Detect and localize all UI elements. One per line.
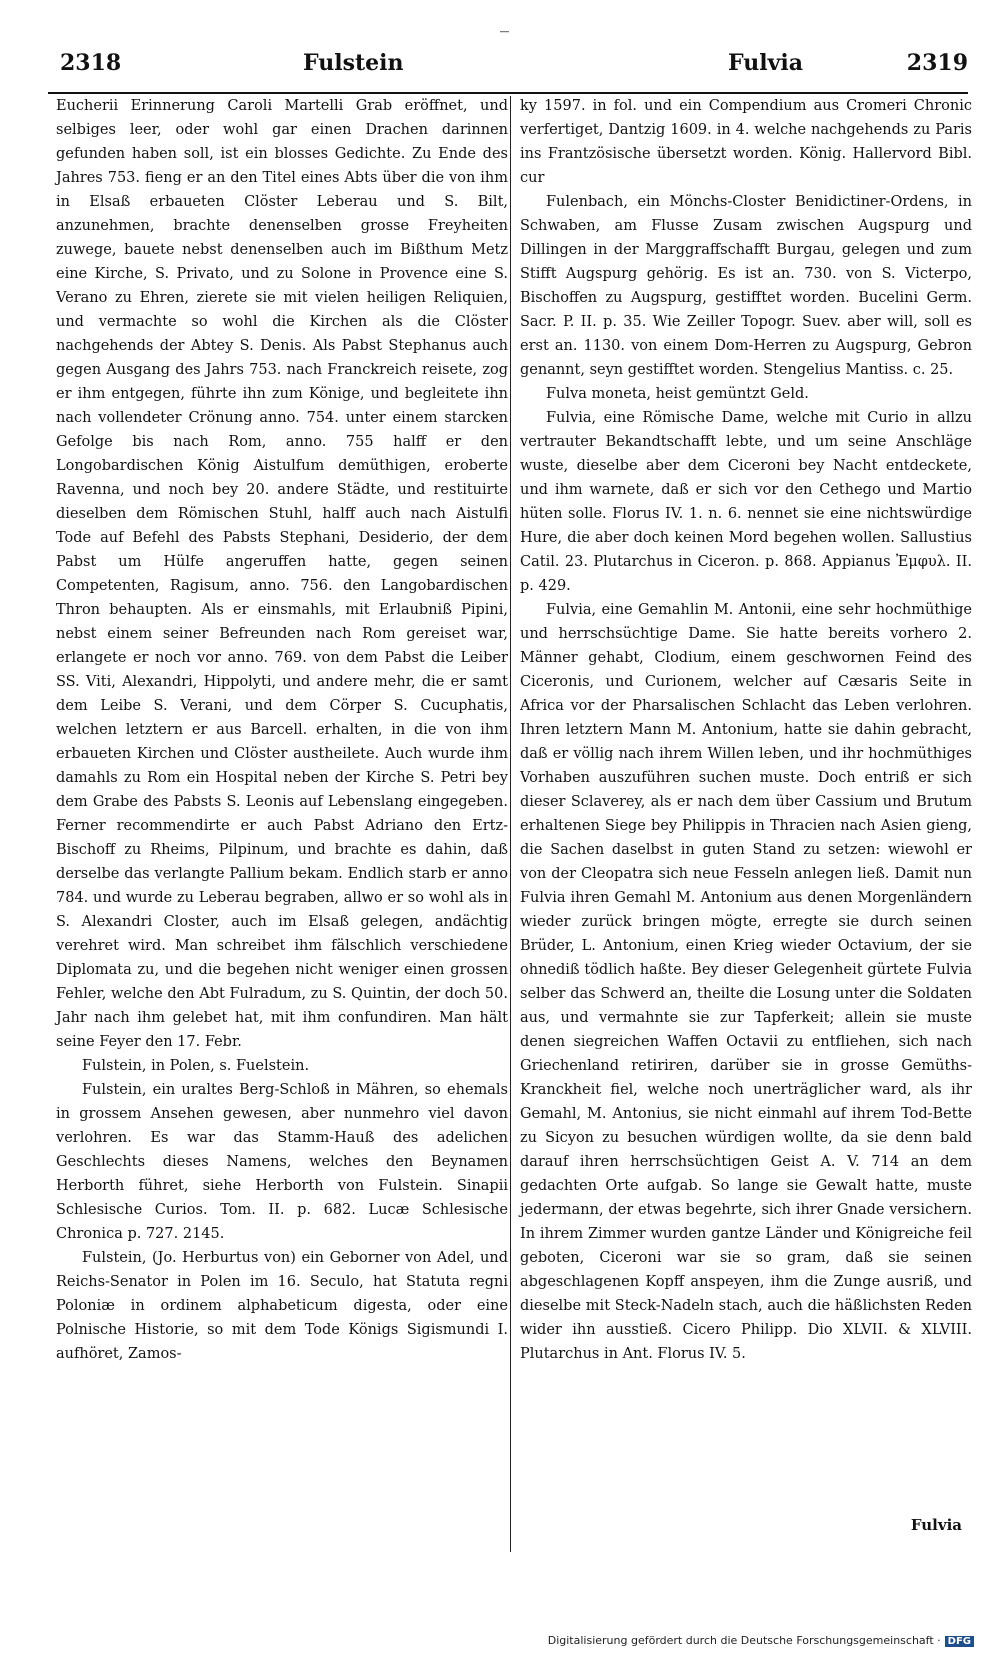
paragraph: Fulstein, ein uraltes Berg-Schloß in Mähren, so ehemals in grossem Ansehen gewesen, aber nunmehro viel davon verlohren. Es war das Stamm-Hauß des adelichen Geschlechts dieses Namens, welches den Beynamen Herborth führet, siehe Herborth von Fulstein. Sinapii Schlesische Curios. Tom. II. p. 682. Lucæ Schlesische Chronica p. 727. 2145. [56, 1082, 508, 1242]
paragraph: Fulenbach, ein Mönchs-Closter Benidictiner-Ordens, in Schwaben, am Flusse Zusam zwischen Augspurg und Dillingen in der Marggraffschafft Burgau, gelegen und zum Stifft Augspurg gehörig. Es ist an. 730. von S. Victerpo, Bischoffen zu Augspurg, gestifftet worden. Bucelini Germ. Sacr. P. II. p. 35. Wie Zeiller Topogr. Suev. aber will, soll es erst an. 1130. von einem Dom-Herren zu Augspurg, Gebron genannt, seyn gestifftet worden. Stengelius Mantiss. c. 25. [520, 194, 972, 378]
paragraph: Fulstein, (Jo. Herburtus von) ein Geborner von Adel, und Reichs-Senator in Polen im 16. Seculo, hat Statuta regni Poloniæ in ordinem alphabeticum digesta, oder eine Polnische Historie, so mit dem Tode Königs Sigismundi I. aufhöret, Zamos- [56, 1250, 508, 1362]
paragraph: Fulstein, in Polen, s. Fuelstein. [82, 1058, 310, 1074]
column-divider [510, 96, 511, 1552]
paragraph: Fulva moneta, heist gemüntzt Geld. [546, 386, 809, 402]
paragraph: Fulvia, eine Gemahlin M. Antonii, eine sehr hochmüthige und herrschsüchtige Dame. Sie hatte bereits vorhero 2. Männer gehabt, Clodium, einem geschwornen Feind des Ciceronis, und Curionem, welcher auf Cæsaris Seite in Africa vor der Pharsalischen Schlacht das Leben verlohren. Ihren letztern Mann M. Antonium, hatte sie dahin gebracht, daß er völlig nach ihrem Willen leben, und ihr hochmüthiges Vorhaben auszuführen suchen muste. Doch entriß er sich dieser Sclaverey, als er nach dem über Cassium und Brutum erhaltenen Siege bey Philippis in Thracien nach Asien gieng, die Sachen daselbst in guten Stand zu setzen: wiewohl er von der Cleopatra sich neue Fesseln anlegen ließ. Damit nun Fulvia ihren Gemahl M. Antonium aus denen Morgenländern wieder zurück bringen mögte, erregte sie durch seinen Brüder, L. Antonium, einen Krieg wieder Octavium, der sie ohnediß tödlich haßte. Bey dieser Gelegenheit gürtete Fulvia selber das Schwerd an, theilte die Losung unter die Soldaten aus, und vermahnte sie zur Tapferkeit; allein sie muste denen siegreichen Waffen Octavii zu entfliehen, sich nach Griechenland retiriren, darüber sie in grosse Gemüths-Kranckheit fiel, welche noch unerträglicher ward, als ihr Gemahl, M. Antonius, sie nicht einmahl auf ihrem Tod-Bette zu Sicyon zu besuchen würdigen wollte, da sie denn bald darauf ihren herrschsüchtigen Geist A. V. 714 an dem gedachten Orte aufgab. So lange sie Gewalt hatte, muste jedermann, der etwas begehrte, sich ihrer Gnade versichern. In ihrem Zimmer wurden gantze Länder und Königreiche feil geboten, Ciceroni war sie so gram, daß sie seinen abgeschlagenen Kopff anspeyen, ihm die Zunge ausriß, und dieselbe mit Steck-Nadeln stach, auch die häßlichsten Reden wider ihn ausstieß. Cicero Philipp. Dio XLVII. & XLVIII. Plutarchus in Ant. Florus IV. 5. [520, 602, 972, 1362]
credit-text: Digitalisierung gefördert durch die Deutsche Forschungsgemeinschaft · [547, 1634, 941, 1647]
paragraph: Eucherii Erinnerung Caroli Martelli Grab eröffnet, und selbiges leer, oder wohl gar einen Drachen darinnen gefunden haben soll, ist ein blosses Gedichte. Zu Ende des Jahres 753. fieng er an den Titel eines Abts über die von ihm in Elsaß erbaueten Clöster Leberau und S. Bilt, anzunehmen, brachte denenselben grosse Freyheiten zuwege, bauete nebst denenselben auch im Bißthum Metz eine Kirche, S. Privato, und zu Solone in Provence eine S. Verano zu Ehren, zierete sie mit vielen heiligen Reliquien, und vermachte so wohl die Kirchen als die Clöster nachgehends der Abtey S. Denis. Als Pabst Stephanus auch gegen Ausgang des Jahrs 753. nach Franckreich reisete, zog er ihm entgegen, führte ihn zum Könige, und begleitete ihn nach vollendeter Crönung anno. 754. unter einem starcken Gefolge bis nach Rom, anno. 755 halff er den Longobardischen König Aistulfum demüthigen, eroberte Ravenna, und noch bey 20. andere Städte, und restituirte dieselben dem Römischen Stuhl, halff auch nach Aistulfi Tode auf Befehl des Pabsts Stephani, Desiderio, der dem Pabst um Hülfe angeruffen hatte, gegen seinen Competenten, Ragisum, anno. 756. den Langobardischen Thron behaupten. Als er einsmahls, mit Erlaubniß Pipini, nebst einem seiner Befreunden nach Rom gereiset war, erlangete er noch vor anno. 769. von dem Pabst die Leiber SS. Viti, Alexandri, Hippolyti, und andere mehr, die er samt dem Leibe S. Verani, und dem Cörper S. Cucuphatis, welchen letztern er aus Barcell. erhalten, in die von ihm erbaueten Kirchen und Clöster austheilete. Auch wurde ihm damahls zu Rom ein Hospital neben der Kirche S. Petri bey dem Grabe des Pabsts S. Leonis auf Lebenslang eingegeben. Ferner recommendirte er auch Pabst Adriano den Ertz-Bischoff zu Rheims, Pilpinum, und brachte es dahin, daß derselbe das verlangte Pallium bekam. Endlich starb er anno 784. und wurde zu Leberau begraben, allwo er so wohl als in S. Alexandri Closter, auch im Elsaß gelegen, andächtig verehret wird. Man schreibet ihm fälschlich verschiedene Diplomata zu, und die begehen nicht weniger einen grossen Fehler, welche den Abt Fulradum, zu S. Quintin, der doch 50. Jahr nach ihm gelebet hat, mit ihm confundiren. Man hält seine Feyer den 17. Febr. [56, 98, 508, 1050]
page-number-left: 2318 [60, 50, 122, 76]
running-head-left: Fulstein [303, 50, 404, 76]
left-column [56, 94, 508, 1366]
dfg-logo: DFG [945, 1636, 974, 1647]
catchword: Fulvia [910, 1516, 962, 1534]
page-header [48, 42, 968, 94]
running-head-right: Fulvia [728, 50, 803, 76]
digitization-credit [548, 1634, 974, 1647]
top-mark: _ [500, 12, 509, 33]
right-column [520, 94, 972, 1366]
paragraph: ky 1597. in fol. und ein Compendium aus Cromeri Chronic verfertiget, Dantzig 1609. in 4. welche nachgehends zu Paris ins Frantzösische übersetzt worden. König. Hallervord Bibl. cur [520, 98, 972, 186]
page-number-right: 2319 [906, 50, 968, 76]
paragraph: Fulvia, eine Römische Dame, welche mit Curio in allzu vertrauter Bekandtschafft lebte, und um seine Anschläge wuste, dieselbe aber dem Ciceroni bey Nacht entdeckete, und ihm warnete, daß er sich vor den Cethego und Martio hüten solle. Florus IV. 1. n. 6. nennet sie eine nichtswürdige Hure, die aber doch keinen Mord begehen wollen. Sallustius Catil. 23. Plutarchus in Ciceron. p. 868. Appianus Ἐμφυλ. II. p. 429. [520, 410, 972, 594]
